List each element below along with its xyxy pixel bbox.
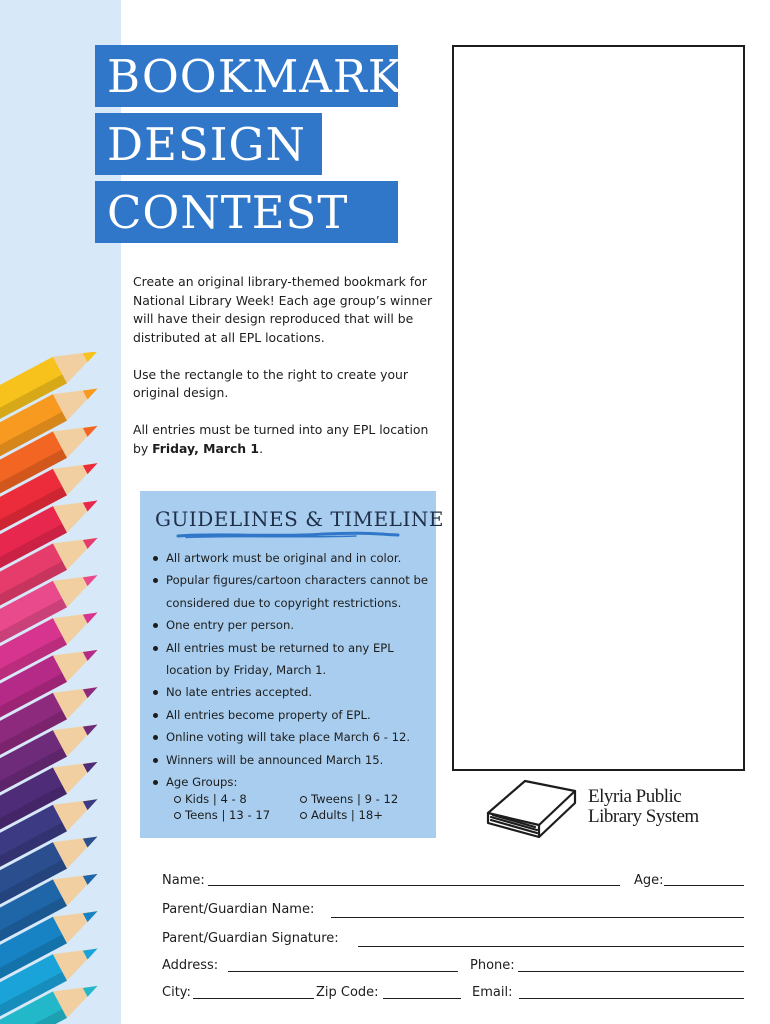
name-label: Name: xyxy=(162,873,205,888)
city-label: City: xyxy=(162,985,191,1000)
title-line-bookmark: BOOKMARK xyxy=(95,45,398,107)
name-field[interactable] xyxy=(208,885,620,886)
intro-paragraph: Create an original library-themed bookmark for National Library Week! Each age group’s winner will have their design reproduced that will be distributed at all EPL locations. xyxy=(133,274,433,345)
email-label: Email: xyxy=(472,985,513,1000)
city-field[interactable] xyxy=(193,998,314,999)
title-line-design: DESIGN xyxy=(95,113,322,175)
book-icon xyxy=(485,777,577,841)
parent-name-field[interactable] xyxy=(331,917,744,918)
colored-pencils-illustration xyxy=(0,352,121,1024)
guideline-item: Winners will be announced March 15. xyxy=(150,749,434,771)
age-group-adults: Adults | 18+ xyxy=(300,807,398,823)
guideline-item: No late entries accepted. xyxy=(150,681,434,703)
zip-field[interactable] xyxy=(383,998,461,999)
library-name-line1: Elyria Public xyxy=(588,786,682,807)
guideline-item: All artwork must be original and in color. xyxy=(150,547,434,569)
parent-signature-label: Parent/Guardian Signature: xyxy=(162,931,339,946)
guideline-item: All entries must be returned to any EPL location by Friday, March 1. xyxy=(150,637,434,682)
deadline-text: All entries must be turned into any EPL location by xyxy=(133,422,429,456)
address-label: Address: xyxy=(162,958,219,973)
title-line-contest: CONTEST xyxy=(95,181,398,243)
intro-text xyxy=(133,273,433,477)
guidelines-title: GUIDELINES & TIMELINE xyxy=(155,507,444,531)
age-group-teens: Teens | 13 - 17 xyxy=(174,807,270,823)
library-name-line2: Library System xyxy=(588,806,699,827)
zip-label: Zip Code: xyxy=(316,985,379,1000)
phone-field[interactable] xyxy=(518,971,744,972)
guideline-item: All entries become property of EPL. xyxy=(150,704,434,726)
guideline-item: Online voting will take place March 6 - 12. xyxy=(150,726,434,748)
age-group-tweens: Tweens | 9 - 12 xyxy=(300,791,398,807)
guidelines-list xyxy=(150,547,434,793)
parent-signature-field[interactable] xyxy=(358,946,744,947)
guideline-item: One entry per person. xyxy=(150,614,434,636)
age-field[interactable] xyxy=(664,885,744,886)
email-field[interactable] xyxy=(519,998,744,999)
phone-label: Phone: xyxy=(470,958,515,973)
deadline-period: . xyxy=(259,440,264,456)
intro-paragraph: Use the rectangle to the right to create your original design. xyxy=(133,366,409,400)
age-label: Age: xyxy=(634,873,664,888)
guideline-item-age-groups: Age Groups: xyxy=(150,771,434,793)
guideline-item: Popular figures/cartoon characters cannot be considered due to copyright restrictions. xyxy=(150,569,434,614)
bookmark-design-area[interactable] xyxy=(452,45,745,771)
address-field[interactable] xyxy=(228,971,458,972)
age-group-kids: Kids | 4 - 8 xyxy=(174,791,270,807)
deadline-date: Friday, March 1 xyxy=(152,440,260,456)
library-logo-text xyxy=(588,787,699,827)
guidelines-panel xyxy=(140,491,444,838)
brush-underline xyxy=(176,531,400,539)
parent-name-label: Parent/Guardian Name: xyxy=(162,902,315,917)
deadline-paragraph xyxy=(133,421,433,458)
